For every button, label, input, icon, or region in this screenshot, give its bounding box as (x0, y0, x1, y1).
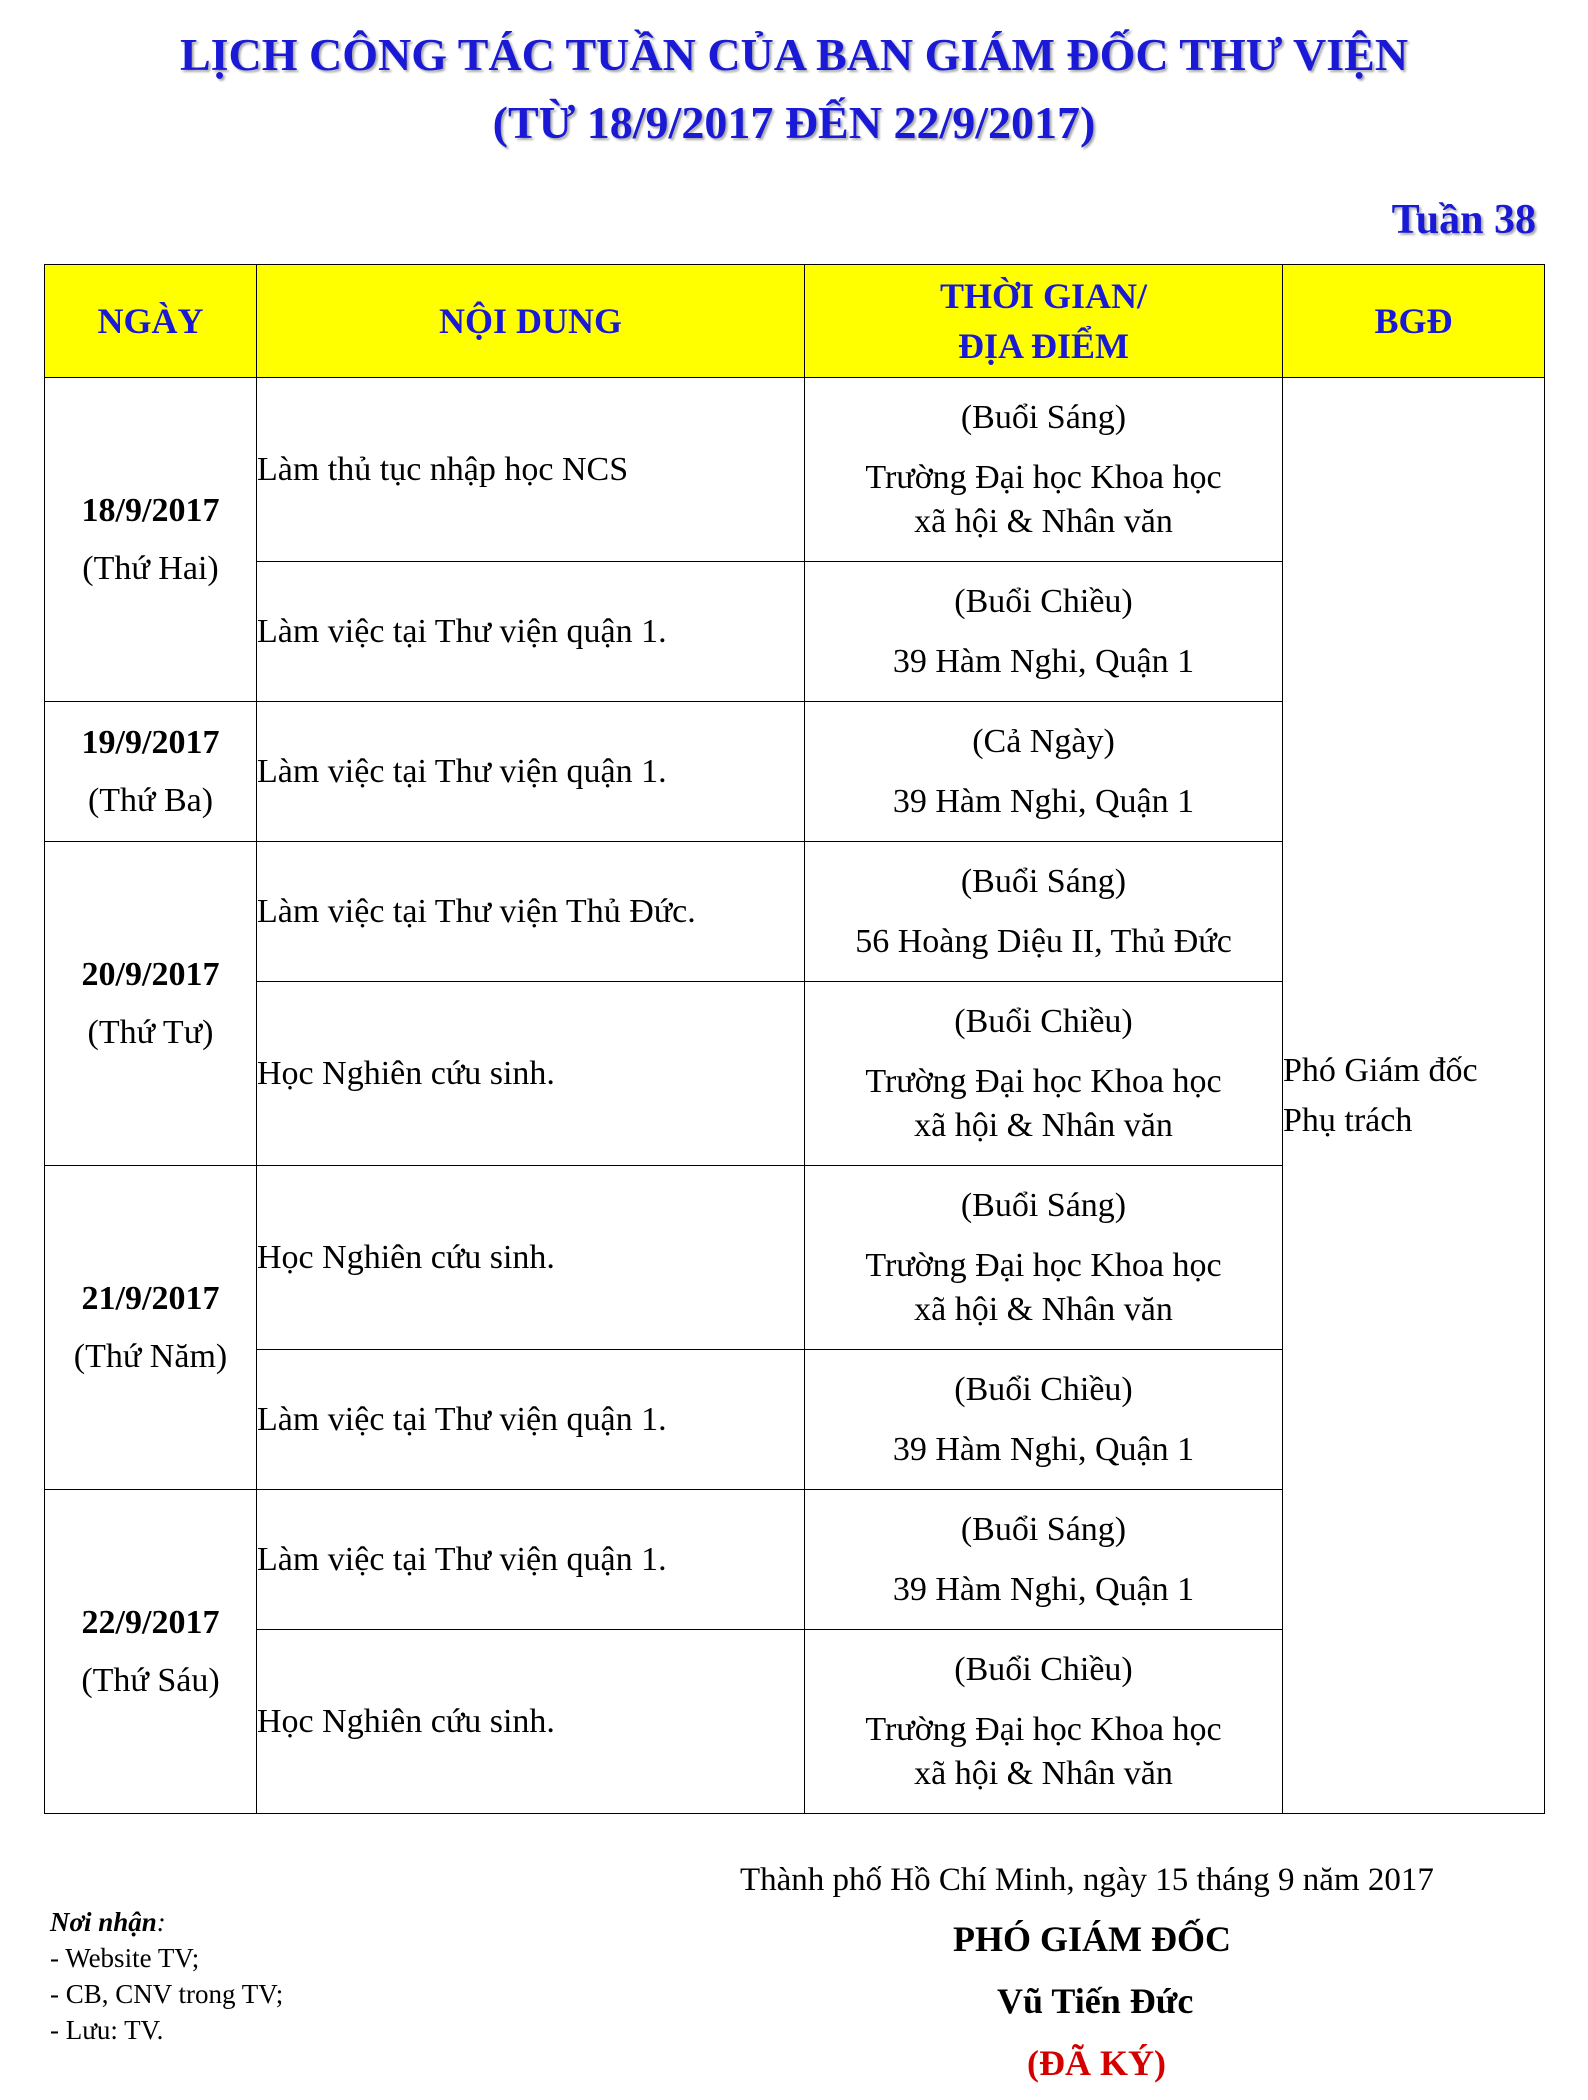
recipients-heading: Nơi nhận (50, 1907, 157, 1937)
place-line: Trường Đại học Khoa học (865, 1062, 1222, 1100)
list-item: - Website TV; (50, 1943, 200, 1973)
header-day: NGÀY (45, 265, 257, 378)
content-cell: Làm việc tại Thư viện quận 1. (257, 1350, 805, 1490)
time-place-cell (805, 562, 1283, 702)
session-label: (Cả Ngày) (972, 722, 1115, 760)
time-place-cell (805, 1630, 1283, 1814)
schedule-table (44, 264, 1545, 1814)
time-place-cell (805, 1350, 1283, 1490)
day-weekday: (Thứ Năm) (73, 1337, 228, 1375)
week-number: Tuần 38 (1391, 197, 1536, 243)
place-and-date: Thành phố Hồ Chí Minh, ngày 15 tháng 9 năm 2017 (740, 1862, 1434, 1898)
place-line: xã hội & Nhân văn (914, 1290, 1173, 1328)
recipients-colon: : (156, 1907, 166, 1937)
table-header-row (45, 265, 1545, 378)
content-cell: Làm thủ tục nhập học NCS (257, 378, 805, 562)
day-date: 22/9/2017 (81, 1603, 220, 1641)
session-label: (Buổi Sáng) (960, 862, 1127, 900)
day-weekday: (Thứ Ba) (87, 781, 214, 819)
header-time-line1: THỜI GIAN/ (939, 276, 1148, 316)
session-label: (Buổi Chiều) (954, 1650, 1133, 1688)
place-line: 39 Hàm Nghi, Quận 1 (892, 782, 1195, 820)
place-line: Trường Đại học Khoa học (865, 1246, 1222, 1284)
signer-title: PHÓ GIÁM ĐỐC (953, 1919, 1231, 1959)
content-cell: Làm việc tại Thư viện quận 1. (257, 1490, 805, 1630)
place-line: 39 Hàm Nghi, Quận 1 (892, 642, 1195, 680)
list-item: - Lưu: TV. (50, 2015, 164, 2045)
list-item: - CB, CNV trong TV; (50, 1979, 284, 2009)
session-label: (Buổi Chiều) (954, 1002, 1133, 1040)
place-line: Trường Đại học Khoa học (865, 458, 1222, 496)
time-place-cell (805, 1166, 1283, 1350)
place-line: xã hội & Nhân văn (914, 502, 1173, 540)
bgd-line: Phụ trách (1283, 1101, 1413, 1139)
day-date: 20/9/2017 (81, 955, 220, 993)
session-label: (Buổi Sáng) (960, 1186, 1127, 1224)
content-cell: Học Nghiên cứu sinh. (257, 982, 805, 1166)
day-cell (45, 702, 257, 842)
bgd-line: Phó Giám đốc (1283, 1051, 1478, 1089)
time-place-cell (805, 982, 1283, 1166)
place-line: 39 Hàm Nghi, Quận 1 (892, 1430, 1195, 1468)
session-label: (Buổi Chiều) (954, 1370, 1133, 1408)
place-line: xã hội & Nhân văn (914, 1754, 1173, 1792)
header-content: NỘI DUNG (257, 265, 805, 378)
page-subtitle-date-range: (TỪ 18/9/2017 ĐẾN 22/9/2017) (492, 97, 1096, 148)
day-weekday: (Thứ Hai) (82, 549, 219, 587)
bgd-cell (1283, 378, 1545, 1814)
recipients-block (50, 1904, 283, 2048)
time-place-cell (805, 1490, 1283, 1630)
time-place-cell (805, 378, 1283, 562)
session-label: (Buổi Sáng) (960, 1510, 1127, 1548)
day-date: 19/9/2017 (81, 723, 220, 761)
content-cell: Học Nghiên cứu sinh. (257, 1166, 805, 1350)
content-cell: Học Nghiên cứu sinh. (257, 1630, 805, 1814)
header-time-place (805, 265, 1283, 378)
place-line: xã hội & Nhân văn (914, 1106, 1173, 1144)
signed-note: (ĐÃ KÝ) (1027, 2043, 1166, 2083)
header-time-line2: ĐỊA ĐIỂM (957, 326, 1130, 366)
day-date: 18/9/2017 (81, 491, 220, 529)
content-cell: Làm việc tại Thư viện quận 1. (257, 702, 805, 842)
place-line: Trường Đại học Khoa học (865, 1710, 1222, 1748)
place-line: 39 Hàm Nghi, Quận 1 (892, 1570, 1195, 1608)
day-cell (45, 1166, 257, 1490)
content-cell: Làm việc tại Thư viện Thủ Đức. (257, 842, 805, 982)
day-cell (45, 378, 257, 702)
time-place-cell (805, 842, 1283, 982)
header-bgd: BGĐ (1283, 265, 1545, 378)
table-row (45, 378, 1545, 562)
signer-name: Vũ Tiến Đức (997, 1981, 1194, 2021)
session-label: (Buổi Chiều) (954, 582, 1133, 620)
place-line: 56 Hoàng Diệu II, Thủ Đức (855, 922, 1232, 960)
page-title: LỊCH CÔNG TÁC TUẦN CỦA BAN GIÁM ĐỐC THƯ VIỆN (179, 29, 1409, 80)
content-cell: Làm việc tại Thư viện quận 1. (257, 562, 805, 702)
session-label: (Buổi Sáng) (960, 398, 1127, 436)
day-cell (45, 842, 257, 1166)
day-weekday: (Thứ Tư) (87, 1013, 214, 1051)
day-cell (45, 1490, 257, 1814)
time-place-cell (805, 702, 1283, 842)
day-weekday: (Thứ Sáu) (81, 1661, 220, 1699)
day-date: 21/9/2017 (81, 1279, 220, 1317)
